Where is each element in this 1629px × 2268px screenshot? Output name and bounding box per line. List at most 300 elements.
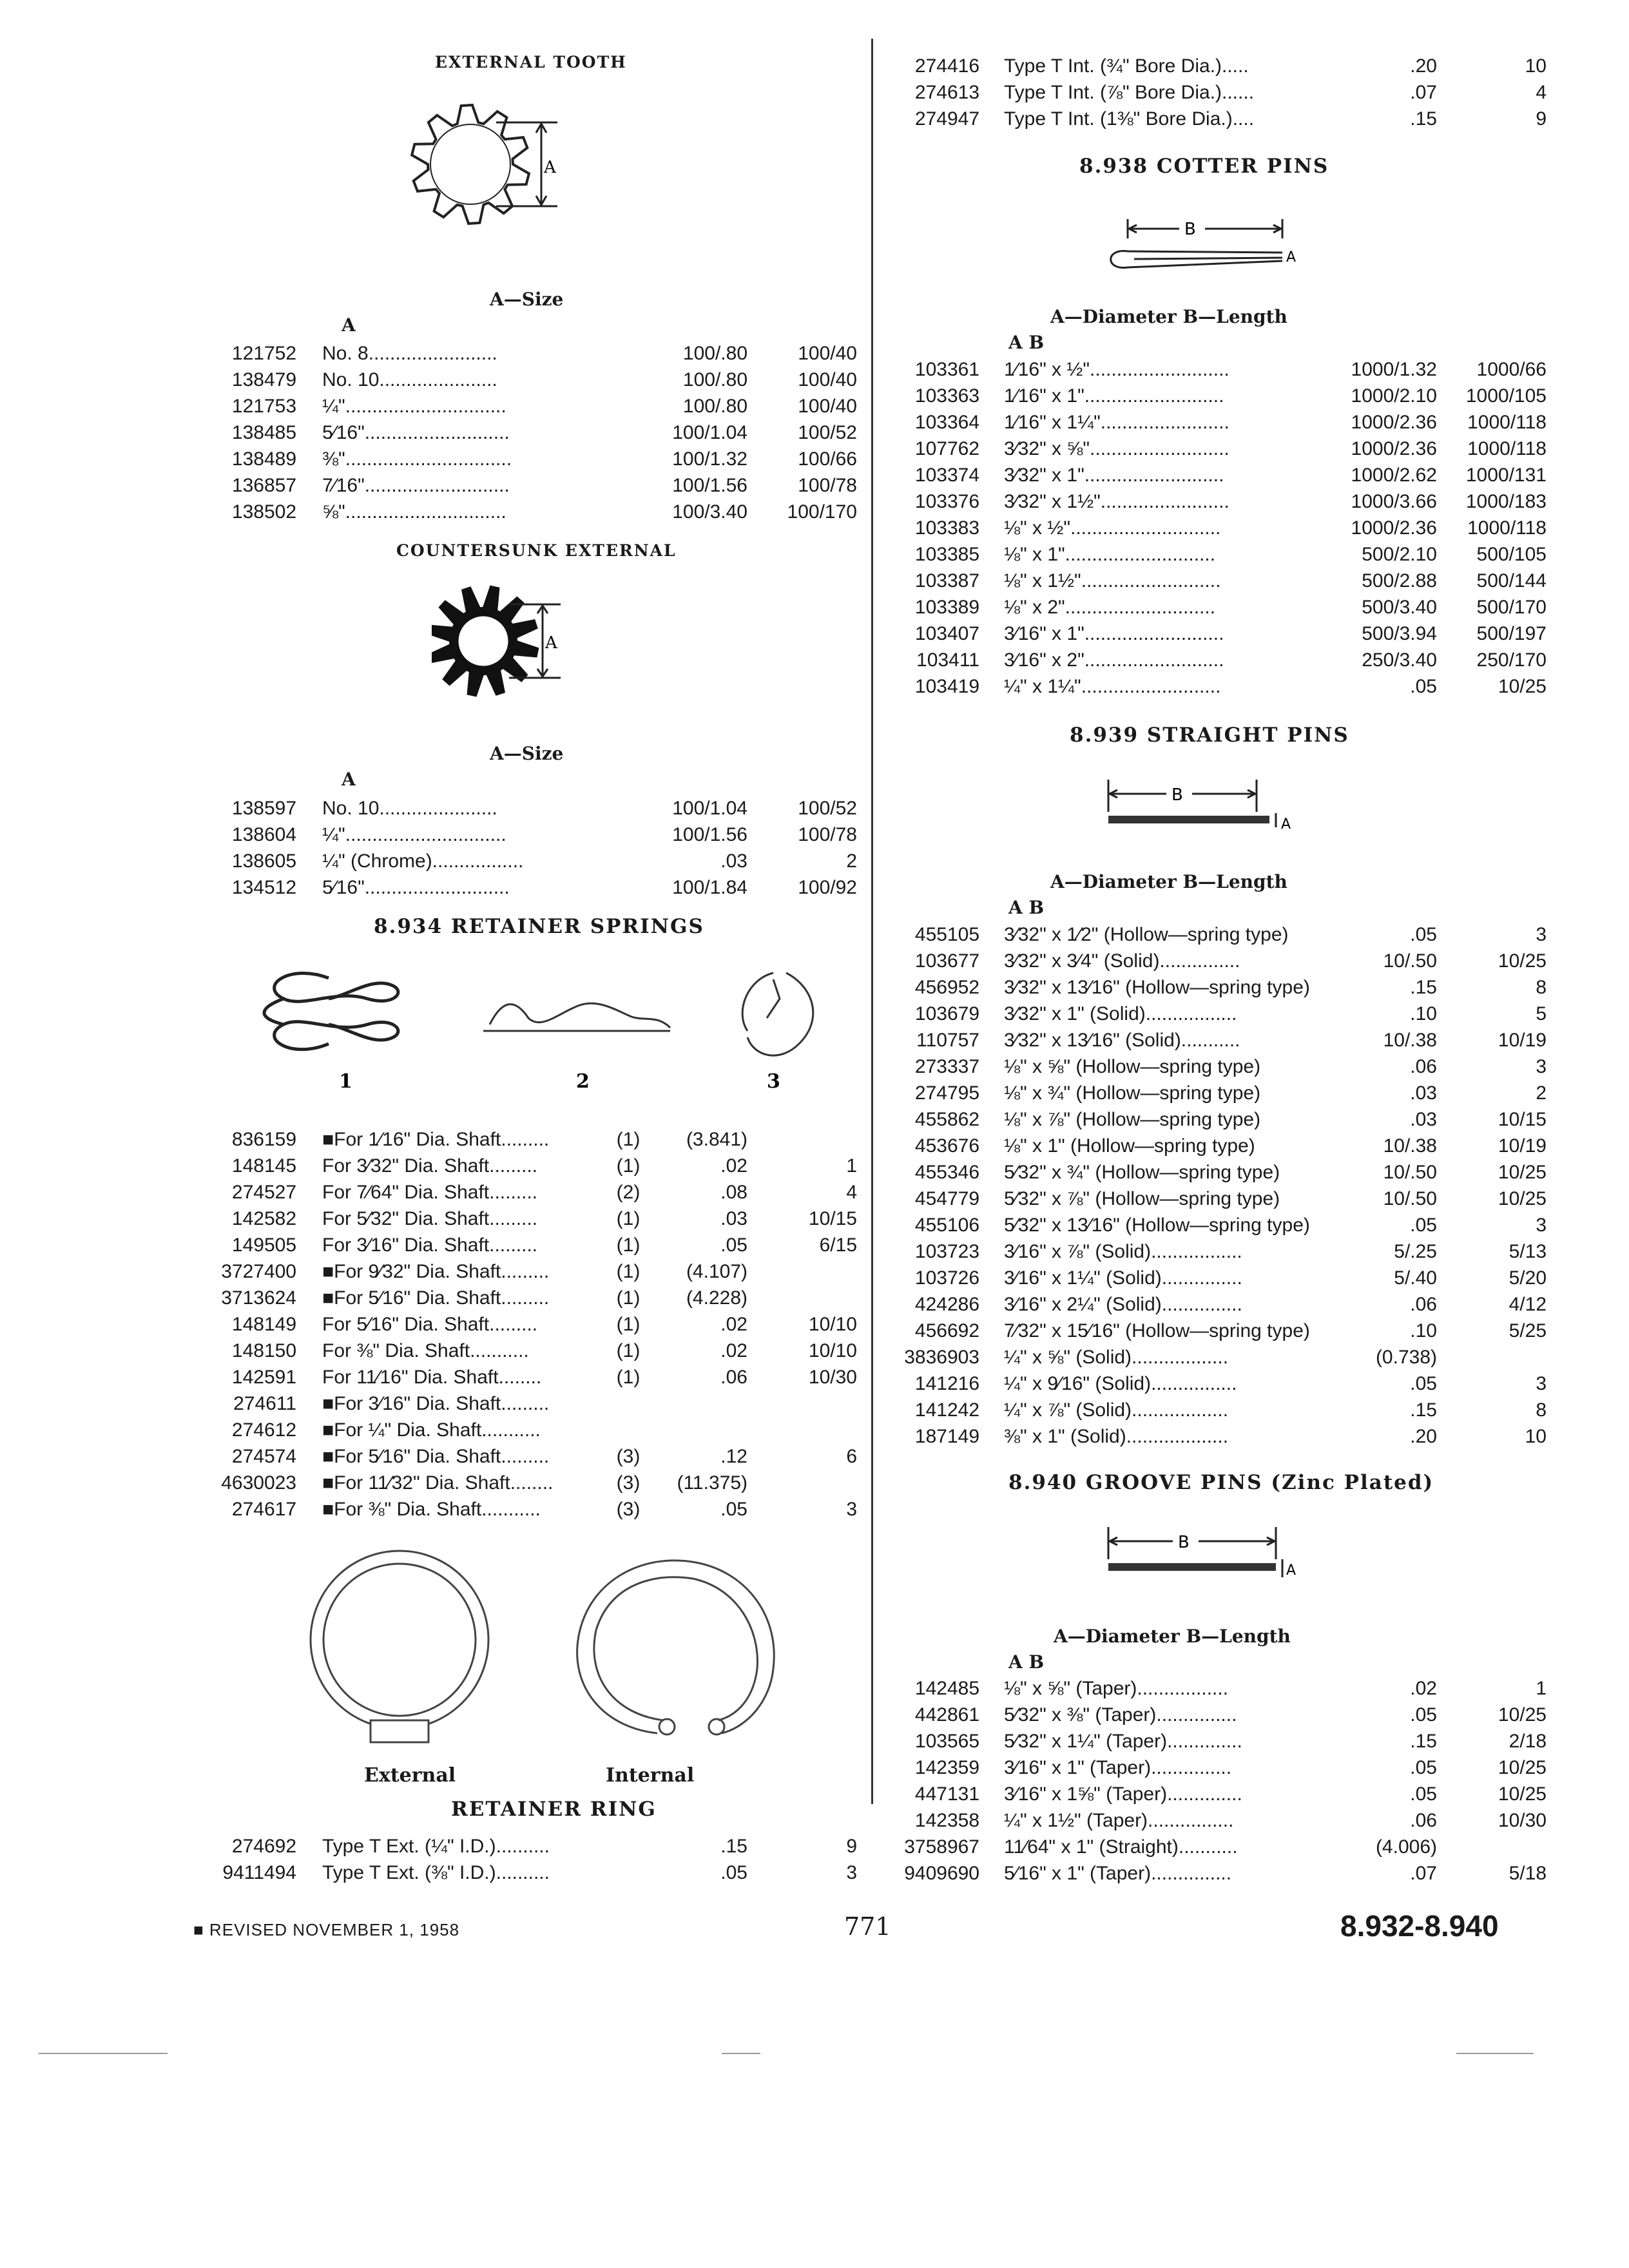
cell-p2: 5/13 [1509,1241,1547,1262]
external-tooth-washer-figure [406,90,561,238]
groove-col-labels: A B [1008,1651,1045,1673]
table-row [883,462,1547,488]
table-row [193,1258,870,1285]
cell-part: 274574 [231,1446,296,1467]
table-row [193,1470,870,1496]
cell-part: 456692 [914,1320,979,1341]
cell-desc: No. 10...................... [322,369,497,390]
cell-p1: 1000/2.36 [1351,412,1437,433]
cell-desc: Type T Int. (1⅜" Bore Dia.).... [1004,108,1255,130]
cell-p1: .15 [1410,1399,1437,1421]
table-row [883,1159,1547,1186]
table-row [883,1370,1547,1397]
cell-part: 138597 [231,798,296,819]
cell-desc: ¼".............................. [322,824,506,845]
cell-desc: ¼" x ⅝" (Solid).................. [1004,1347,1229,1368]
straight-pin-figure [1089,773,1308,844]
cell-p1: 100/1.56 [672,824,747,845]
cell-p2: 10/25 [1498,1162,1547,1183]
table-row [193,419,870,446]
cell-p1: .06 [1410,1810,1437,1831]
cell-p1: .02 [720,1340,747,1361]
page-number: 771 [844,1912,891,1941]
cell-desc: ⅛" x 2"............................ [1004,597,1216,618]
cell-desc: ⅛" x ⅝" (Taper)................. [1004,1678,1229,1699]
cell-part: 3758967 [904,1836,979,1858]
table-row [883,1080,1547,1106]
cell-desc: 3⁄32" x 1" (Solid)................. [1004,1003,1237,1024]
cell-part: 138604 [231,824,296,845]
groove-pins-heading: 8.940 GROOVE PINS (Zinc Plated) [1008,1471,1434,1494]
table-row [883,356,1547,383]
table-row [883,1291,1547,1318]
table-row [883,1675,1547,1702]
cell-desc: For 3⁄16" Dia. Shaft......... [322,1235,538,1256]
cell-desc: ■For 5⁄16" Dia. Shaft......... [322,1287,550,1309]
cell-p1: .15 [720,1836,747,1857]
cell-desc: 3⁄32" x 13⁄16" (Hollow—spring type) [1004,977,1310,998]
straight-pins-heading: 8.939 STRAIGHT PINS [1070,724,1349,747]
spring-fig-label-1: 1 [339,1070,352,1089]
cell-desc: For 7⁄64" Dia. Shaft......... [322,1182,538,1203]
table-row [883,409,1547,436]
cell-p1: 10/.38 [1383,1030,1437,1051]
cell-p2: 100/40 [798,396,857,417]
table-row [193,1417,870,1443]
cell-p1: .05 [720,1499,747,1520]
table-row [883,106,1547,132]
cell-part: 447131 [914,1783,979,1805]
cell-desc: 1⁄16" x 1¼"........................ [1004,412,1229,433]
cell-desc: 3⁄16" x 2¼" (Solid)............... [1004,1294,1242,1315]
cell-desc: ¼" x ⅞" (Solid).................. [1004,1399,1229,1421]
cell-p2: 1000/118 [1467,438,1547,459]
cell-p2: 100/78 [798,475,857,496]
cell-part: 142582 [231,1208,296,1229]
table-row [883,1754,1547,1781]
cell-part: 424286 [914,1294,979,1315]
column-divider [871,39,873,1804]
cell-p2: 10/25 [1498,1188,1547,1209]
cell-desc: 1⁄16" x ½".......................... [1004,359,1229,380]
table-row [883,1781,1547,1807]
cell-qty: (3) [616,1499,641,1520]
cell-p2: 100/66 [798,448,857,470]
cell-p1: .05 [1410,924,1437,945]
cell-p2: 100/78 [798,824,857,845]
cell-desc: 3⁄16" x 1¼" (Solid)............... [1004,1267,1242,1289]
cell-p2: 6/15 [819,1235,857,1256]
cell-desc: 3⁄32" x 1⁄2" (Hollow—spring type) [1004,924,1289,945]
table-row [883,948,1547,974]
cell-p2: 10/25 [1498,676,1547,697]
cell-desc: 1⁄16" x 1".......................... [1004,385,1224,407]
spring-fig-label-2: 2 [576,1070,590,1089]
cell-p2: 2/18 [1509,1731,1547,1752]
cotter-pins-heading: 8.938 COTTER PINS [1079,155,1329,178]
cell-p1: 100/.80 [682,396,747,417]
table-row [883,1265,1547,1291]
cell-p2: 2 [1536,1082,1547,1104]
cell-p1: 1000/2.62 [1351,465,1437,486]
cell-desc: For 5⁄32" Dia. Shaft......... [322,1208,538,1229]
table-row [193,1860,870,1886]
table-row [883,1238,1547,1265]
cell-desc: 7⁄32" x 15⁄16" (Hollow—spring type) [1004,1320,1310,1341]
cell-p2: 100/52 [798,798,857,819]
cell-part: 142359 [914,1757,979,1778]
scan-artifact-line [39,2053,168,2054]
table-row [883,1860,1547,1887]
cell-desc: 3⁄16" x 1⅝" (Taper).............. [1004,1783,1242,1805]
cell-qty: (1) [616,1208,641,1229]
cell-desc: Type T Ext. (¼" I.D.).......... [322,1836,550,1857]
cell-p1: (4.006) [1375,1836,1437,1858]
cell-p1: 10/.50 [1383,1162,1437,1183]
table-row [883,594,1547,620]
cell-p2: 3 [846,1499,857,1520]
cell-part: 138485 [231,422,296,443]
table-row [193,393,870,419]
table-row [883,79,1547,106]
table-row [883,1133,1547,1159]
cell-p1: .10 [1410,1003,1437,1024]
cell-desc: 7⁄16"........................... [322,475,510,496]
cell-desc: 11⁄64" x 1" (Straight)........... [1004,1836,1238,1858]
cell-p1: (3.841) [686,1129,747,1150]
cell-desc: ⅛" x 1½".......................... [1004,570,1221,591]
cell-qty: (3) [616,1446,641,1467]
groove-dim-b: B [1178,1533,1190,1552]
retainer-ring-figure [296,1533,812,1765]
retainer-springs-figure [232,960,838,1089]
retainer-springs-heading: 8.934 RETAINER SPRINGS [374,915,704,938]
cell-p1: 100/1.04 [672,798,747,819]
cell-qty: (3) [616,1472,641,1494]
table-row [883,383,1547,409]
table-row [883,1834,1547,1860]
cell-p2: 2 [846,850,857,872]
table-row [193,1496,870,1523]
cell-p2: 10/30 [1498,1810,1547,1831]
countersunk-col-label: A [342,769,356,790]
table-row [193,499,870,525]
cell-desc: 5⁄32" x ⅞" (Hollow—spring type) [1004,1188,1280,1209]
cell-desc: ■For ¼" Dia. Shaft........... [322,1419,541,1441]
cell-part: 121753 [231,396,296,417]
cell-desc: No. 10...................... [322,798,497,819]
table-row [883,1186,1547,1212]
cell-p2: 10/10 [808,1314,857,1335]
cell-p2: 10 [1525,1426,1547,1447]
cell-part: 138479 [231,369,296,390]
table-row [193,874,870,901]
cell-p1: .06 [720,1367,747,1388]
cell-part: 274795 [914,1082,979,1104]
table-row [883,515,1547,541]
cell-p2: 3 [1536,1215,1547,1236]
cell-desc: 3⁄32" x 13⁄16" (Solid)........... [1004,1030,1240,1051]
countersunk-table [193,795,870,901]
cell-p2: 10 [1525,55,1547,77]
table-row [193,1443,870,1470]
cell-part: 103565 [914,1731,979,1752]
cell-part: 274617 [231,1499,296,1520]
cell-qty: (1) [616,1129,641,1150]
cell-p1: (4.107) [686,1261,747,1282]
cell-p1: .05 [1410,1757,1437,1778]
cell-part: 142358 [914,1810,979,1831]
cell-desc: 3⁄32" x 1".......................... [1004,465,1224,486]
table-row [883,647,1547,673]
groove-dim-a: A [1286,1562,1296,1579]
table-row [883,1106,1547,1133]
spring-fig-label-3: 3 [767,1070,780,1089]
cell-p1: 100/.80 [682,369,747,390]
cell-p1: 100/1.84 [672,877,747,898]
table-row [193,795,870,822]
cell-p2: 500/170 [1476,597,1547,618]
cell-part: 148150 [231,1340,296,1361]
cell-p2: 100/40 [798,369,857,390]
cell-p1: .06 [1410,1056,1437,1077]
cell-p2: 100/40 [798,343,857,364]
cell-part: 103677 [914,950,979,972]
cotter-pin-figure [1102,213,1308,284]
cell-part: 142591 [231,1367,296,1388]
cell-desc: 3⁄16" x ⅞" (Solid)................. [1004,1241,1242,1262]
scan-artifact-line [722,2053,760,2054]
cell-p1: .10 [1410,1320,1437,1341]
table-row [193,822,870,848]
cell-desc: 3⁄16" x 2".......................... [1004,649,1224,671]
cell-part: 103679 [914,1003,979,1024]
cell-part: 274611 [233,1393,296,1414]
cell-p2: 10/25 [1498,950,1547,972]
cell-part: 142485 [914,1678,979,1699]
cell-part: 103376 [914,491,979,512]
table-row [883,1027,1547,1053]
cell-p2: 1000/66 [1476,359,1547,380]
cell-part: 454779 [914,1188,979,1209]
cell-p1: .20 [1410,1426,1437,1447]
cell-p1: .15 [1410,1731,1437,1752]
cell-p1: .03 [720,850,747,872]
cell-qty: (1) [616,1314,641,1335]
cell-p2: 1000/118 [1467,412,1547,433]
cell-desc: ⅛" x ⅝" (Hollow—spring type) [1004,1056,1261,1077]
table-row [193,1364,870,1390]
retainer-ring-heading: RETAINER RING [451,1798,657,1821]
cell-p1: 100/1.56 [672,475,747,496]
table-row [193,1311,870,1338]
cell-p2: 500/144 [1476,570,1547,591]
cell-p2: 8 [1536,1399,1547,1421]
cell-p2: 500/105 [1476,544,1547,565]
cell-p2: 500/197 [1476,623,1547,644]
cell-part: 187149 [914,1426,979,1447]
cell-part: 149505 [231,1235,296,1256]
cell-p1: 10/.50 [1383,1188,1437,1209]
external-tooth-dim-label: A [544,158,556,177]
cell-desc: ⅛" x 1"............................ [1004,544,1216,565]
cell-desc: ¼" (Chrome)................. [322,850,524,872]
cell-p1: 100/1.32 [672,448,747,470]
cell-part: 148149 [231,1314,296,1335]
revision-note: ■ REVISED NOVEMBER 1, 1958 [193,1920,460,1939]
cell-p2: 4 [846,1182,857,1203]
cell-part: 103387 [914,570,979,591]
countersunk-caption: A—Size [490,743,564,764]
cell-p2: 5/20 [1509,1267,1547,1289]
cell-desc: ¼".............................. [322,396,506,417]
countersunk-dim-label: A [545,633,557,653]
cell-desc: For 3⁄32" Dia. Shaft......... [322,1155,538,1177]
external-tooth-col-label: A [342,314,356,336]
cell-desc: ⅛" x 1" (Hollow—spring type) [1004,1135,1255,1157]
cell-part: 455346 [914,1162,979,1183]
table-row [193,848,870,874]
cell-p2: 5 [1536,1003,1547,1024]
table-row [193,1206,870,1232]
cell-desc: ¼" x 1½" (Taper)................ [1004,1810,1234,1831]
straight-caption: A—Diameter B—Length [1050,871,1287,892]
cell-part: 148145 [231,1155,296,1177]
table-row [883,1397,1547,1423]
cell-p1: 1000/2.36 [1351,517,1437,539]
table-row [883,541,1547,568]
cell-desc: ⅜"............................... [322,448,512,470]
table-row [193,1232,870,1258]
cell-p2: 3 [1536,1056,1547,1077]
cell-p1: 100/.80 [682,343,747,364]
cell-part: 453676 [914,1135,979,1157]
cell-p1: .08 [720,1182,747,1203]
cell-p1: .03 [1410,1082,1437,1104]
cell-part: 9409690 [904,1863,979,1884]
table-row [193,367,870,393]
cell-p1: .07 [1410,1863,1437,1884]
table-row [883,1212,1547,1238]
cell-qty: (2) [616,1182,641,1203]
cell-desc: Type T Ext. (⅜" I.D.).......... [322,1862,550,1883]
cell-desc: ⅜" x 1" (Solid)................... [1004,1426,1229,1447]
cell-p1: .02 [720,1155,747,1177]
cell-part: 455105 [914,924,979,945]
cotter-caption: A—Diameter B—Length [1050,306,1287,327]
cell-p2: 250/170 [1476,649,1547,671]
cell-p2: 1000/105 [1465,385,1547,407]
table-row [193,1338,870,1364]
cell-p2: 5/25 [1509,1320,1547,1341]
cell-part: 274527 [231,1182,296,1203]
scan-artifact-line [1456,2053,1534,2054]
cell-p1: .05 [1410,1373,1437,1394]
groove-pin-figure [1089,1521,1308,1591]
cell-p1: 5/.25 [1394,1241,1437,1262]
cell-part: 4630023 [221,1472,296,1494]
table-row [193,446,870,472]
cell-p1: .03 [1410,1109,1437,1130]
cell-p2: 10/15 [808,1208,857,1229]
cell-desc: ⅛" x ⅞" (Hollow—spring type) [1004,1109,1261,1130]
cell-part: 141216 [914,1373,979,1394]
cotter-dim-b: B [1184,220,1196,239]
cell-p1: 10/.38 [1383,1135,1437,1157]
table-row [883,974,1547,1001]
cell-p1: (4.228) [686,1287,747,1309]
cell-part: 141242 [914,1399,979,1421]
table-row [883,673,1547,700]
cell-desc: 3⁄16" x 1" (Taper)............... [1004,1757,1232,1778]
cell-part: 103411 [916,649,979,671]
cotter-dim-a: A [1286,249,1296,265]
cell-p1: (0.738) [1375,1347,1437,1368]
cell-part: 136857 [231,475,296,496]
cell-p2: 100/52 [798,422,857,443]
cell-p1: .15 [1410,977,1437,998]
table-row [883,53,1547,79]
cell-part: 3713624 [221,1287,296,1309]
cell-part: 455106 [914,1215,979,1236]
cell-part: 103419 [914,676,979,697]
cell-desc: Type T Int. (¾" Bore Dia.)..... [1004,55,1249,77]
cell-part: 103407 [914,623,979,644]
cell-desc: For ⅜" Dia. Shaft........... [322,1340,529,1361]
cell-desc: ■For 1⁄16" Dia. Shaft......... [322,1129,550,1150]
cell-p2: 10/10 [808,1340,857,1361]
cell-part: 273337 [914,1056,979,1077]
cell-p2: 9 [1536,108,1547,130]
cell-p2: 9 [846,1836,857,1857]
cell-desc: 3⁄16" x 1".......................... [1004,623,1224,644]
cell-part: 103383 [914,517,979,539]
cell-part: 442861 [914,1704,979,1725]
cell-p1: 5/.40 [1394,1267,1437,1289]
cell-p1: 250/3.40 [1362,649,1437,671]
table-row [883,921,1547,948]
cell-desc: For 11⁄16" Dia. Shaft........ [322,1367,542,1388]
cell-p2: 8 [1536,977,1547,998]
table-row [193,1833,870,1860]
cell-part: 103385 [914,544,979,565]
cell-desc: Type T Int. (⅞" Bore Dia.)...... [1004,82,1255,103]
groove-caption: A—Diameter B—Length [1054,1626,1291,1647]
cell-p2: 6 [846,1446,857,1467]
cell-p2: 3 [1536,924,1547,945]
cell-part: 138489 [231,448,296,470]
cell-p1: .02 [1410,1678,1437,1699]
cell-desc: 3⁄32" x 1½"........................ [1004,491,1229,512]
table-row [883,1053,1547,1080]
cell-qty: (1) [616,1261,641,1282]
cotter-col-labels: A B [1008,332,1045,353]
cell-p1: .05 [1410,1704,1437,1725]
cell-part: 138605 [231,850,296,872]
cell-desc: 5⁄16"........................... [322,877,510,898]
cell-part: 455862 [914,1109,979,1130]
cell-desc: ⅛" x ¾" (Hollow—spring type) [1004,1082,1261,1104]
cell-p1: 100/3.40 [672,501,747,523]
table-row [883,1728,1547,1754]
cell-p1: 1000/3.66 [1351,491,1437,512]
cell-p2: 5/18 [1509,1863,1547,1884]
cell-desc: 5⁄32" x ⅜" (Taper)............... [1004,1704,1237,1725]
cell-p2: 10/25 [1498,1757,1547,1778]
cell-p2: 1000/131 [1465,465,1547,486]
countersunk-heading: COUNTERSUNK EXTERNAL [396,541,677,560]
cell-desc: ■For 11⁄32" Dia. Shaft........ [322,1472,554,1494]
